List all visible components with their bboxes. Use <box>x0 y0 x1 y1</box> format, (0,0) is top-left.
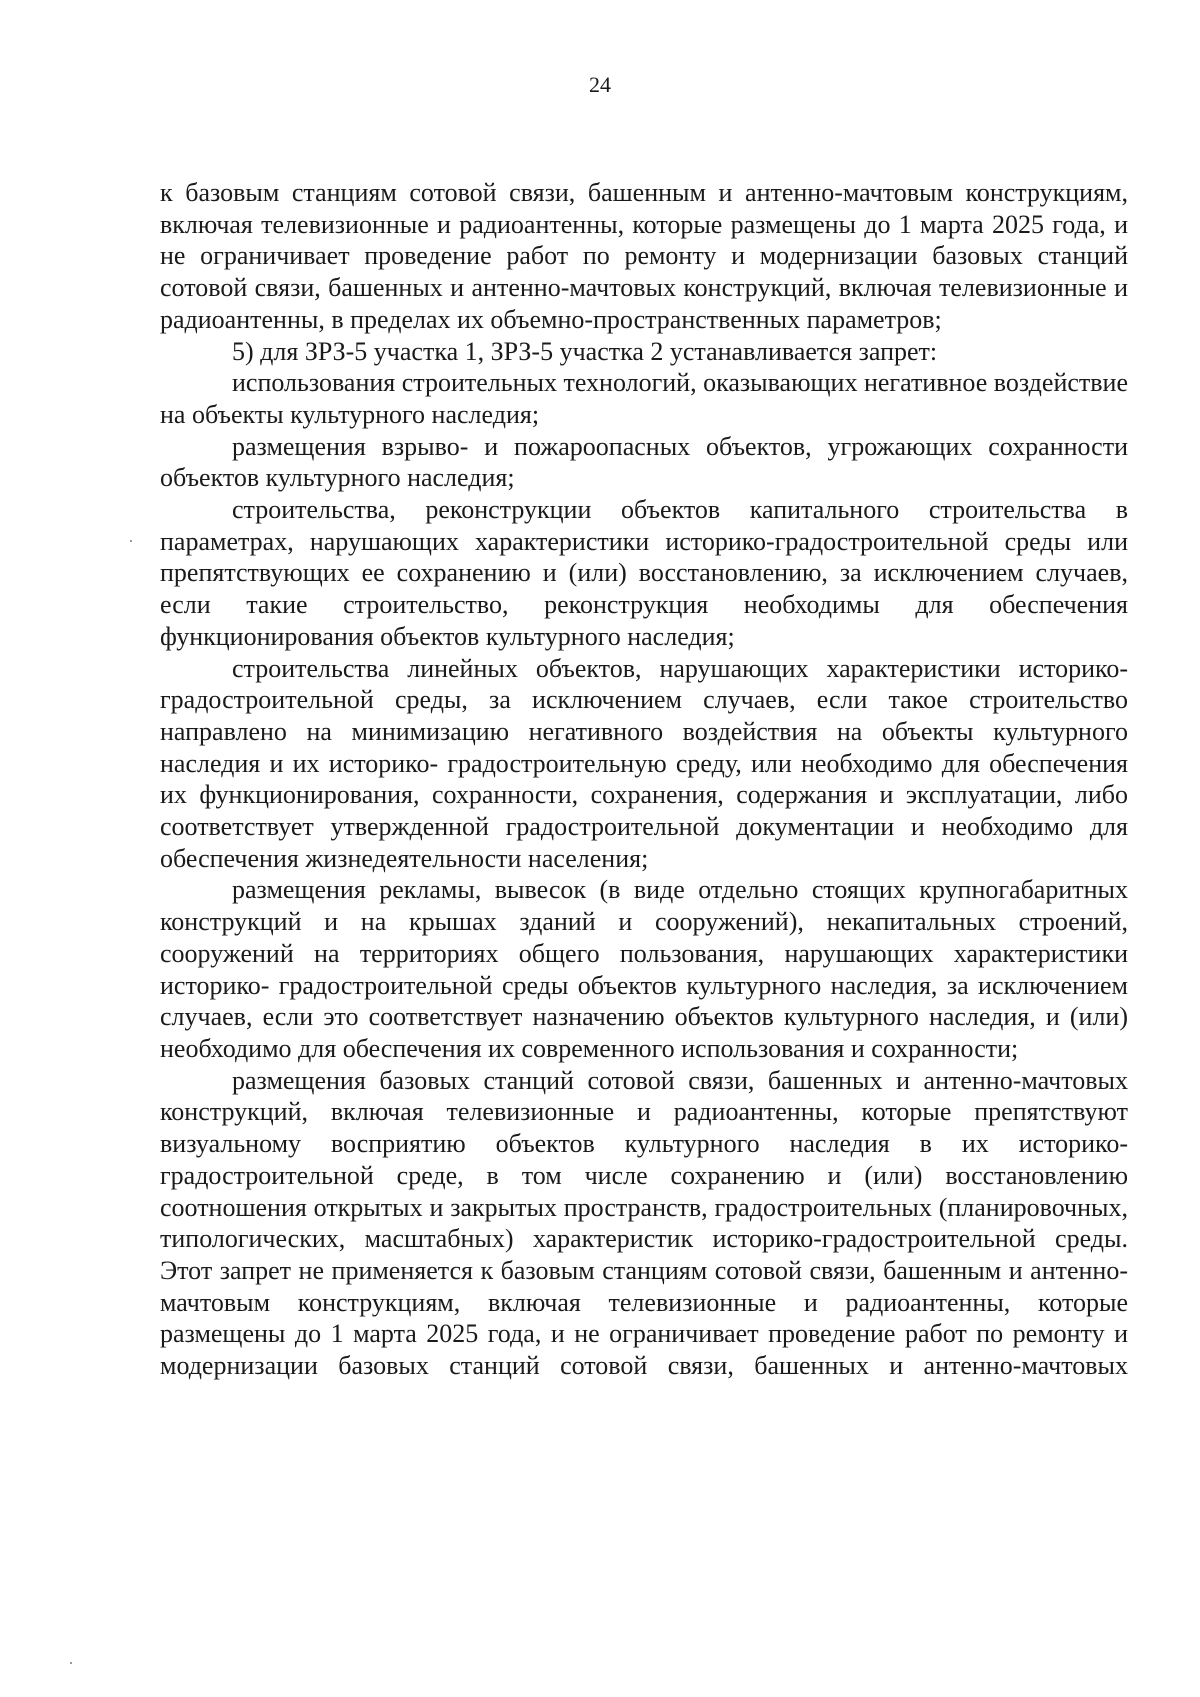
scan-speck <box>130 540 132 542</box>
paragraph-ban-explosive: размещения взрыво- и пожароопасных объектов, угрожающих сохранности объектов культурного наследия; <box>160 431 1128 493</box>
paragraph-ban-base-stations: размещения базовых станций сотовой связи, башенных и антенно-мачтовых конструкций, включая телевизионные и радиоантенны, которые препятствуют визуальному восприятию объектов культурного наследия в их историко-градостроительной среде, в том числе сохранению и (или) восстановлению соотношения открытых и закрытых пространств, градостроительных (планировочных, типологических, масштабных) характеристик историко-градостроительной среды. Этот запрет не применяется к базовым станциям сотовой связи, башенным и антенно-мачтовым конструкциям, включая телевизионные и радиоантенны, которые размещены до 1 марта 2025 года, и не ограничивает проведение работ по ремонту и модернизации базовых станций сотовой связи, башенных и антенно-мачтовых <box>160 1065 1128 1381</box>
body-text <box>160 177 1128 1382</box>
paragraph-ban-construction: строительства, реконструкции объектов капитального строительства в параметрах, нарушающих характеристики историко-градостроительной среды или препятствующих ее сохранению и (или) восстановлению, за исключением случаев, если такие строительство, реконструкция необходимы для обеспечения функционирования объектов культурного наследия; <box>160 495 1128 651</box>
paragraph-item-5: 5) для ЗРЗ-5 участка 1, ЗРЗ-5 участка 2 устанавливается запрет: <box>232 336 938 366</box>
paragraph-ban-advertising: размещения рекламы, вывесок (в виде отдельно стоящих крупногабаритных конструкций и на крышах зданий и сооружений), некапитальных строений, сооружений на территориях общего пользования, нарушающих характеристики историко- градостроительной среды объектов культурного наследия, за исключением случаев, если это соответствует назначению объектов культурного наследия, и (или) необходимо для обеспечения их современного использования и сохранности; <box>160 875 1128 1063</box>
scan-speck <box>70 1662 72 1664</box>
paragraph-ban-technologies: использования строительных технологий, оказывающих негативное воздействие на объекты культурного наследия; <box>160 368 1128 429</box>
page-number: 24 <box>589 72 611 97</box>
paragraph-continuation: к базовым станциям сотовой связи, башенным и антенно-мачтовым конструкциям, включая телевизионные и радиоантенны, которые размещены до 1 марта 2025 года, и не ограничивает проведение работ по ремонту и модернизации базовых станций сотовой связи, башенных и антенно-мачтовых конструкций, включая телевизионные и радиоантенны, в пределах их объемно-пространственных параметров; <box>160 178 1128 334</box>
paragraph-ban-linear: строительства линейных объектов, нарушающих характеристики историко- градостроительной среды, за исключением случаев, если такое строительство направлено на минимизацию негативного воздействия на объекты культурного наследия и их историко- градостроительную среду, или необходимо для обеспечения их функционирования, сохранности, сохранения, содержания и эксплуатации, либо соответствует утвержденной градостроительной документации и необходимо для обеспечения жизнедеятельности населения; <box>160 653 1128 873</box>
